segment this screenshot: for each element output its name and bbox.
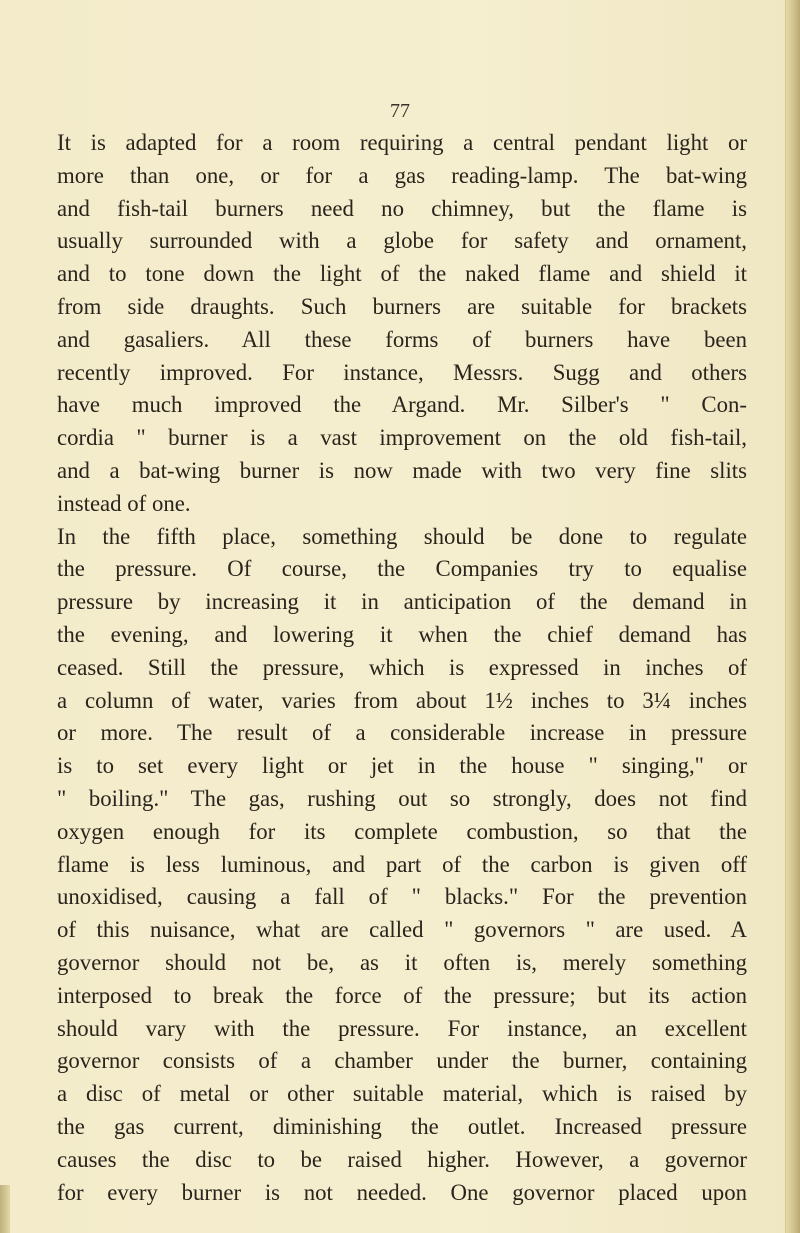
text-line: from side draughts. Such burners are suitable for brackets [57,293,747,319]
text-line: the gas current, diminishing the outlet. Increased pressure [57,1113,747,1139]
text-line: the pressure. Of course, the Companies try to equalise [57,556,747,582]
page-edge-left [0,1185,10,1233]
text-line: flame is less luminous, and part of the carbon is given off [57,851,747,877]
text-line: governor consists of a chamber under the burner, containing [57,1048,747,1074]
text-line: instead of one. [57,490,191,516]
text-line: It is adapted for a room requiring a central pendant light or [57,130,747,155]
text-line: for every burner is not needed. One governor placed upon [57,1179,747,1205]
text-line: In the fifth place, something should be done to regulate [57,523,747,549]
text-line: or more. The result of a considerable increase in pressure [57,720,747,746]
text-line: ceased. Still the pressure, which is expressed in inches of [57,654,747,680]
text-line: the evening, and lowering it when the chief demand has [57,621,747,647]
text-line: and to tone down the light of the naked flame and shield it [57,261,747,287]
text-line: have much improved the Argand. Mr. Silber's " Con- [57,392,747,418]
text-line: causes the disc to be raised higher. However, a governor [57,1146,747,1172]
page-edge-right [785,0,800,1233]
text-line: unoxidised, causing a fall of " blacks." For the prevention [57,884,747,910]
text-line: and fish-tail burners need no chimney, but the flame is [57,195,747,221]
text-line: and a bat-wing burner is now made with two very fine slits [57,457,747,483]
text-line: cordia " burner is a vast improvement on the old fish-tail, [57,425,747,451]
text-line: a disc of metal or other suitable material, which is raised by [57,1081,747,1107]
text-line: a column of water, varies from about 1½ inches to 3¼ inches [57,687,747,713]
text-line: more than one, or for a gas reading-lamp. The bat-wing [57,162,747,188]
text-line: oxygen enough for its complete combustion, so that the [57,818,747,844]
text-line: recently improved. For instance, Messrs. Sugg and others [57,359,747,385]
text-line: is to set every light or jet in the house " singing," or [57,753,747,779]
text-line: usually surrounded with a globe for safety and ornament, [57,228,747,254]
text-line: should vary with the pressure. For instance, an excellent [57,1015,747,1041]
body-text [57,127,747,1209]
text-line: governor should not be, as it often is, merely something [57,949,747,975]
text-line: interposed to break the force of the pressure; but its action [57,982,747,1008]
text-line: pressure by increasing it in anticipation of the demand in [57,589,747,615]
page-number: 77 [390,100,410,122]
text-line: " boiling." The gas, rushing out so strongly, does not find [57,785,747,811]
text-line: of this nuisance, what are called " governors " are used. A [57,917,747,943]
text-line: and gasaliers. All these forms of burners have been [57,326,747,352]
